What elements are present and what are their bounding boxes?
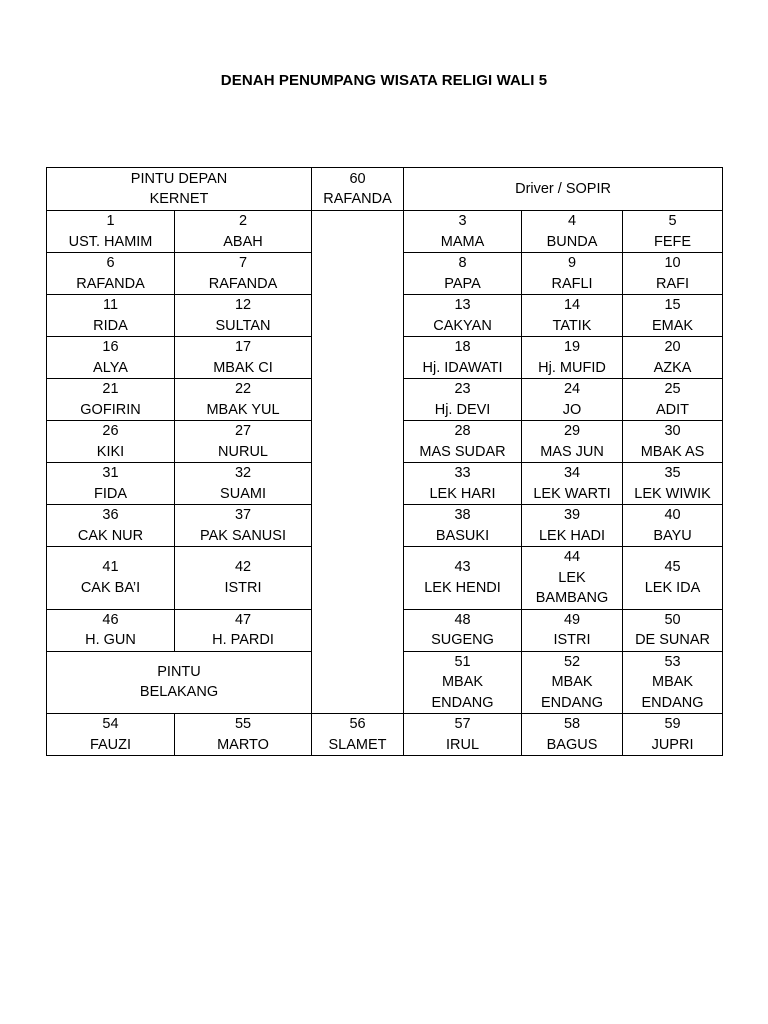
passenger-name: EMAK [651, 317, 694, 334]
seat-cell [522, 253, 623, 295]
passenger-name: RAFLI [551, 275, 593, 292]
passenger-name: MBAK AS [640, 443, 705, 460]
passenger-name: JUPRI [651, 736, 694, 753]
seat-number: 33 [454, 465, 471, 481]
seat-number: 15 [664, 297, 681, 313]
seat-number: 50 [664, 611, 681, 628]
passenger-name: LEK HADI [538, 527, 606, 544]
passenger-name: FAUZI [89, 736, 132, 753]
seat-number: 28 [454, 423, 471, 439]
seat-cell [404, 211, 522, 253]
seat-cell [175, 547, 312, 610]
seat-cell [47, 295, 175, 337]
passenger-name: MBAK YUL [206, 401, 280, 418]
seat-number: 10 [664, 255, 681, 271]
seat-number: 21 [102, 381, 119, 397]
passenger-name: FEFE [654, 233, 692, 250]
seat-cell [623, 547, 723, 610]
seat-cell [47, 714, 175, 756]
passenger-name: ENDANG [431, 694, 494, 711]
passenger-name: MBAK CI [213, 359, 273, 376]
seat-number: 25 [664, 381, 681, 397]
seat-number: 7 [238, 255, 248, 271]
seat-number: 56 [349, 716, 366, 732]
seat-number: 12 [234, 297, 252, 313]
seat-number: 40 [664, 507, 681, 523]
seat-number: 57 [454, 716, 471, 732]
passenger-name: H. PARDI [212, 632, 274, 648]
passenger-name: MAMA [440, 233, 485, 250]
passenger-name: NURUL [218, 443, 268, 460]
conductor-label: KERNET [149, 191, 209, 207]
passenger-name: CAK BA’I [80, 579, 141, 596]
seat-cell [175, 714, 312, 756]
passenger-name: LEK WARTI [533, 485, 611, 502]
passenger-name: ADIT [656, 401, 690, 418]
seat-cell [47, 337, 175, 379]
passenger-name: UST. HAMIM [68, 233, 153, 250]
passenger-name: MBAK [441, 674, 484, 690]
seat-cell [404, 505, 522, 547]
seat-number: 36 [102, 507, 119, 523]
seat-number: 11 [102, 297, 119, 313]
seat-number: 58 [563, 716, 581, 732]
seat-number: 49 [563, 611, 581, 628]
seat-number: 43 [454, 559, 471, 576]
passenger-name: ENDANG [540, 694, 604, 711]
seat-cell [623, 714, 723, 756]
back-door-cell [47, 651, 312, 714]
seat-number: 26 [102, 423, 119, 439]
seat-cell [175, 463, 312, 505]
seat-cell [404, 295, 522, 337]
seat-cell [522, 609, 623, 651]
passenger-name: GOFIRIN [80, 401, 141, 418]
seat-cell [623, 379, 723, 421]
seat-cell [47, 211, 175, 253]
seat-cell [404, 379, 522, 421]
seat-number: 19 [563, 339, 581, 355]
seat-cell [47, 421, 175, 463]
seat-cell [623, 651, 723, 714]
seat-number: 47 [234, 611, 252, 628]
seat-number: 44 [563, 549, 581, 565]
passenger-name: ENDANG [641, 694, 704, 711]
seat-cell [404, 463, 522, 505]
seat-number: 9 [567, 255, 577, 271]
seat-number: 38 [454, 507, 471, 523]
front-door-label: PINTU DEPAN [130, 170, 228, 187]
passenger-name: FIDA [93, 485, 128, 502]
passenger-name: BAGUS [546, 736, 598, 753]
seat-number: 4 [567, 213, 577, 229]
back-door-label: BELAKANG [139, 684, 219, 701]
passenger-name: SULTAN [215, 317, 271, 334]
passenger-name: RAFANDA [323, 191, 392, 207]
seat-number: 30 [664, 423, 681, 439]
passenger-name: DE SUNAR [635, 632, 710, 648]
seat-number: 54 [102, 716, 119, 732]
passenger-name: BASUKI [435, 527, 490, 544]
passenger-name: PAPA [444, 275, 481, 292]
front-seat-cell [312, 168, 404, 211]
seat-number: 34 [563, 465, 581, 481]
passenger-name: IRUL [445, 736, 480, 753]
seat-number: 23 [454, 381, 471, 397]
passenger-name: RIDA [93, 317, 128, 334]
seat-number: 60 [349, 170, 366, 187]
passenger-name: ABAH [223, 233, 263, 250]
seat-cell [175, 421, 312, 463]
passenger-name: LEK WIWIK [634, 485, 711, 502]
passenger-name: JO [562, 401, 582, 418]
seat-cell [623, 505, 723, 547]
seat-cell [175, 253, 312, 295]
seat-cell [404, 421, 522, 463]
seat-number: 55 [234, 716, 252, 732]
seat-cell [47, 253, 175, 295]
seat-cell [522, 547, 623, 610]
passenger-name: MAS JUN [540, 443, 604, 460]
seat-number: 5 [668, 213, 677, 229]
seat-number: 29 [563, 423, 581, 439]
seat-cell [522, 211, 623, 253]
seat-cell [522, 505, 623, 547]
seat-number: 27 [234, 423, 252, 439]
seat-number: 42 [234, 559, 252, 576]
passenger-name: LEK IDA [644, 579, 701, 596]
passenger-name: Hj. IDAWATI [422, 359, 503, 376]
seat-number: 31 [102, 465, 119, 481]
seat-cell [623, 295, 723, 337]
seat-number: 39 [563, 507, 581, 523]
front-door-cell [47, 168, 312, 211]
seat-cell [404, 651, 522, 714]
seat-cell [175, 379, 312, 421]
seat-number: 51 [454, 653, 471, 670]
seat-cell [47, 379, 175, 421]
seat-cell [623, 253, 723, 295]
passenger-name: PAK SANUSI [200, 527, 286, 544]
seat-number: 52 [563, 653, 581, 670]
passenger-name: TATIK [552, 317, 592, 334]
passenger-name: RAFANDA [208, 275, 278, 292]
seat-cell [47, 547, 175, 610]
passenger-name: LEK HENDI [424, 579, 501, 596]
passenger-name: MBAK [551, 674, 593, 690]
seat-number: 17 [234, 339, 252, 355]
seat-cell [404, 609, 522, 651]
seat-cell [522, 714, 623, 756]
passenger-name: LEK HARI [429, 485, 496, 502]
seat-row [47, 714, 723, 756]
seat-number: 1 [106, 213, 115, 229]
seat-cell [175, 211, 312, 253]
seat-number: 32 [234, 465, 252, 481]
seat-cell [522, 651, 623, 714]
seat-number: 41 [102, 559, 119, 576]
seat-number: 16 [102, 339, 119, 355]
seat-cell [404, 253, 522, 295]
seat-number: 14 [563, 297, 581, 313]
seat-cell [623, 211, 723, 253]
seat-number: 13 [454, 297, 471, 313]
seat-cell [522, 337, 623, 379]
passenger-name: SUAMI [220, 485, 266, 502]
seat-number: 45 [664, 559, 681, 576]
seat-cell [623, 421, 723, 463]
driver-cell [404, 168, 723, 211]
seat-number: 2 [238, 213, 248, 229]
seat-number: 20 [664, 339, 681, 355]
seat-number: 8 [458, 255, 467, 271]
seat-cell [175, 505, 312, 547]
seat-cell [623, 609, 723, 651]
seat-cell [623, 337, 723, 379]
passenger-name: SLAMET [328, 736, 387, 753]
passenger-name: ISTRI [553, 632, 591, 648]
seat-cell [522, 463, 623, 505]
passenger-name: BAYU [653, 527, 692, 544]
passenger-name: LEK [558, 569, 586, 586]
seat-cell [522, 295, 623, 337]
seat-cell [175, 609, 312, 651]
seat-cell [404, 337, 522, 379]
passenger-name: ALYA [93, 359, 128, 376]
passenger-name: H. GUN [85, 632, 136, 648]
seat-number: 59 [664, 716, 681, 732]
aisle-cell [312, 211, 404, 714]
seat-number: 18 [454, 339, 471, 355]
passenger-name: BUNDA [546, 233, 598, 250]
passenger-name: RAFANDA [76, 275, 145, 292]
seating-chart-table [46, 167, 723, 756]
seat-number: 6 [106, 255, 115, 271]
seat-cell [47, 505, 175, 547]
passenger-name: ISTRI [224, 579, 262, 596]
page-title: DENAH PENUMPANG WISATA RELIGI WALI 5 [220, 72, 548, 89]
seat-number: 48 [454, 611, 471, 628]
seat-cell [47, 609, 175, 651]
passenger-name: CAKYAN [433, 317, 492, 334]
passenger-name: BAMBANG [535, 590, 609, 606]
seat-row [47, 211, 723, 253]
seat-cell [47, 463, 175, 505]
driver-label: Driver / SOPIR [515, 180, 611, 197]
seat-cell [175, 337, 312, 379]
passenger-name: MBAK [651, 674, 694, 690]
passenger-name: MARTO [217, 736, 269, 753]
seat-number: 3 [458, 213, 467, 229]
back-door-label: PINTU [157, 663, 201, 680]
seat-cell [623, 463, 723, 505]
passenger-name: AZKA [653, 359, 692, 376]
seat-number: 35 [664, 465, 681, 481]
seat-cell [404, 714, 522, 756]
seat-cell [175, 295, 312, 337]
passenger-name: Hj. MUFID [538, 359, 606, 376]
seat-number: 53 [664, 653, 681, 670]
seat-number: 37 [234, 507, 252, 523]
passenger-name: SUGENG [431, 632, 494, 648]
seat-cell [312, 714, 404, 756]
passenger-name: RAFI [656, 275, 690, 292]
seat-number: 24 [563, 381, 581, 397]
header-row [47, 168, 723, 211]
passenger-name: MAS SUDAR [419, 443, 506, 460]
seat-cell [522, 421, 623, 463]
passenger-name: CAK NUR [77, 527, 144, 544]
seat-number: 22 [234, 381, 252, 397]
passenger-name: Hj. DEVI [434, 401, 491, 418]
seat-number: 46 [102, 611, 119, 628]
seat-cell [522, 379, 623, 421]
seat-cell [404, 547, 522, 610]
passenger-name: KIKI [96, 443, 125, 460]
